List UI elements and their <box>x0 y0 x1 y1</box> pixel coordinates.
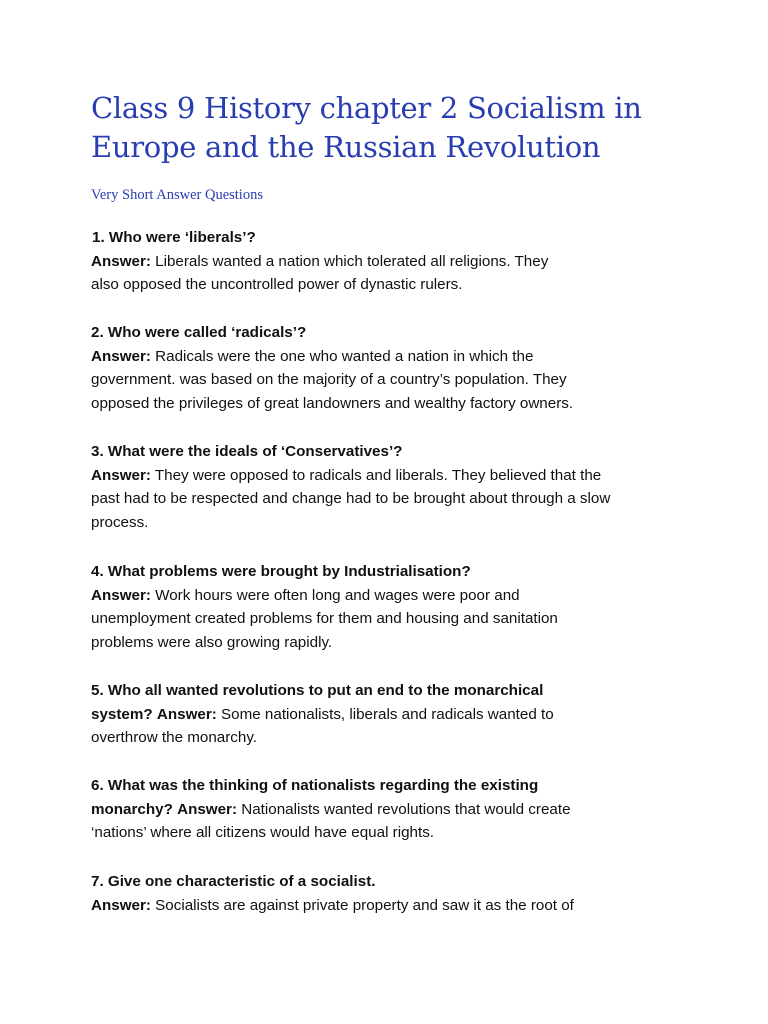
qa-item-4 <box>91 560 691 654</box>
question-text: 3. What were the ideals of ‘Conservatives’? <box>91 443 403 460</box>
answer-text: Radicals were the one who wanted a nation in which the <box>155 347 534 365</box>
answer-text: opposed the privileges of great landowners and wealthy factory owners. <box>91 394 574 412</box>
answer-label: Answer: <box>91 586 151 604</box>
question-text: 4. What problems were brought by Industrialisation? <box>91 563 471 580</box>
answer-text: ‘nations’ where all citizens would have equal rights. <box>91 824 435 841</box>
answer-label: Answer: <box>156 705 217 723</box>
question-text: system? <box>91 705 153 723</box>
answer-label: Answer: <box>91 466 151 484</box>
question-text: monarchy? <box>91 800 173 818</box>
qa-item-7 <box>91 870 691 917</box>
answer-label: Answer: <box>91 896 151 914</box>
question-text: 7. Give one characteristic of a socialist. <box>91 873 376 890</box>
answer-text: Some nationalists, liberals and radicals wanted to <box>221 705 554 723</box>
qa-item-1 <box>91 226 691 297</box>
section-subtitle: Very Short Answer Questions <box>91 187 263 203</box>
answer-text: Nationalists wanted revolutions that would create <box>241 800 571 818</box>
question-text: 5. Who all wanted revolutions to put an end to the monarchical <box>91 682 544 699</box>
answer-label: Answer: <box>177 800 238 818</box>
answer-label: Answer: <box>91 252 151 270</box>
question-text: 2. Who were called ‘radicals’? <box>91 324 307 341</box>
answer-text: government. was based on the majority of a country’s population. They <box>91 371 567 388</box>
answer-text: Work hours were often long and wages were poor and <box>155 586 520 604</box>
qa-item-2 <box>91 321 691 415</box>
document-title: Class 9 History chapter 2 Socialism in Europe and the Russian Revolution <box>91 91 642 164</box>
qa-item-5 <box>91 679 691 750</box>
qa-item-6 <box>91 774 691 845</box>
qa-item-3 <box>91 440 691 534</box>
answer-text: overthrow the monarchy. <box>91 729 258 746</box>
answer-text: Socialists are against private property and saw it as the root of <box>155 896 574 914</box>
answer-label: Answer: <box>91 347 151 365</box>
answer-text: process. <box>91 513 149 531</box>
answer-text: unemployment created problems for them and housing and sanitation <box>91 610 558 627</box>
answer-text: Liberals wanted a nation which tolerated all religions. They <box>155 252 549 270</box>
question-text: 1. Who were ‘liberals’? <box>92 229 256 246</box>
question-text: 6. What was the thinking of nationalists regarding the existing <box>91 777 539 794</box>
answer-text: They were opposed to radicals and liberals. They believed that the <box>154 466 602 484</box>
answer-text: problems were also growing rapidly. <box>91 633 333 651</box>
answer-text: past had to be respected and change had to be brought about through a slow <box>91 490 611 507</box>
answer-text: also opposed the uncontrolled power of dynastic rulers. <box>91 276 463 293</box>
